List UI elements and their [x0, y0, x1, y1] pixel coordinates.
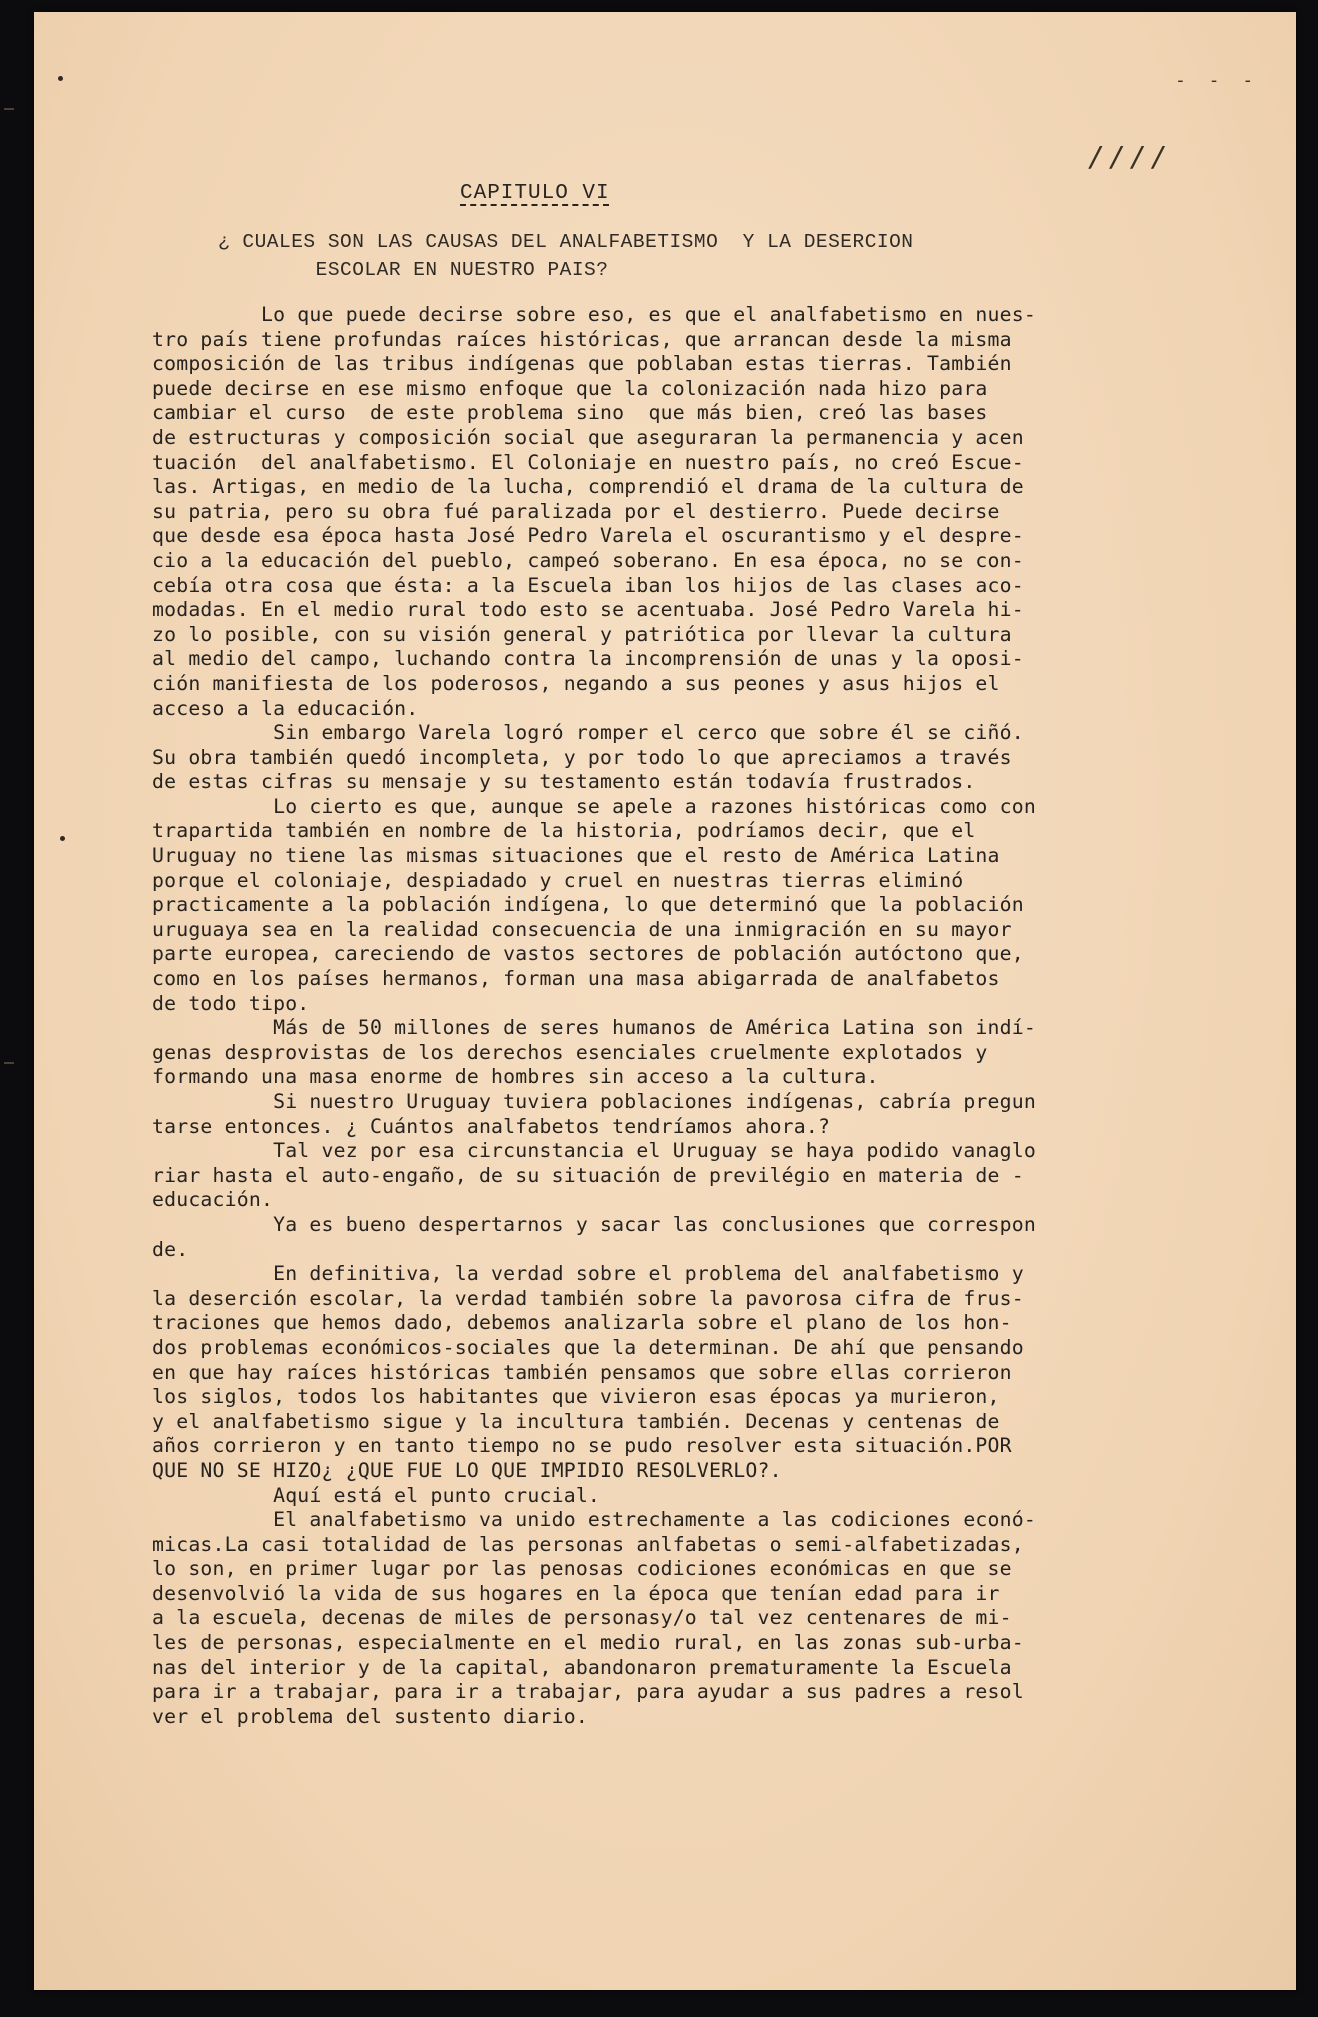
margin-tick	[4, 108, 14, 110]
section-question-title: ¿ CUALES SON LAS CAUSAS DEL ANALFABETISMO Y LA DESERCION ESCOLAR EN NUESTRO PAIS?	[218, 231, 914, 281]
chapter-title: CAPITULO VI	[460, 182, 610, 205]
body-text: Lo que puede decirse sobre eso, es que el analfabetismo en nues- tro país tiene profundas raíces históricas, que arrancan desde la misma composición de las tribus indígenas que poblaban estas tierras. También puede decirse en ese mismo enfoque que la colonización nada hizo para cambiar el curso de este problema sino que más bien, creó las bases de estructuras y composición social que aseguraran la permanencia y acen tuación del analfabetismo. El Coloniaje en nuestro país, no creó Escue- las. Artigas, en medio de la lucha, comprendió el drama de la cultura de su patria, pero su obra fué paralizada por el destierro. Puede decirse que desde esa época hasta José Pedro Varela el oscurantismo y el despre- cio a la educación del pueblo, campeó soberano. En esa época, no se con- cebía otra cosa que ésta: a la Escuela iban los hijos de las clases aco- modadas. En el medio rural todo esto se acentuaba. José Pedro Varela hi- zo lo posible, con su visión general y patriótica por llevar la cultura al medio del campo, luchando contra la incomprensión de unas y la oposi- ción manifiesta de los poderosos, negando a sus peones y asus hijos el acceso a la educación. Sin embargo Varela logró romper el cerco que sobre él se ciñó. Su obra también quedó incompleta, y por todo lo que apreciamos a través de estas cifras su mensaje y su testamento están todavía frustrados. Lo cierto es que, aunque se apele a razones históricas como con trapartida también en nombre de la historia, podríamos decir, que el Uruguay no tiene las mismas situaciones que el resto de América Latina porque el coloniaje, despiadado y cruel en nuestras tierras eliminó practicamente a la población indígena, lo que determinó que la población uruguaya sea en la realidad consecuencia de una inmigración en su mayor parte europea, careciendo de vastos sectores de población autóctono que, como en los países hermanos, forman una masa abigarrada de analfabetos de todo tipo. Más de 50 millones de seres humanos de América Latina son indí- genas desprovistas de los derechos esenciales cruelmente explotados y formando una masa enorme de hombres sin acceso a la cultura. Si nuestro Uruguay tuviera poblaciones indígenas, cabría pregun tarse entonces. ¿ Cuántos analfabetos tendríamos ahora.? Tal vez por esa circunstancia el Uruguay se haya podido vanaglo riar hasta el auto-engaño, de su situación de previlégio en materia de - educación. Ya es bueno despertarnos y sacar las conclusiones que correspon de. En definitiva, la verdad sobre el problema del analfabetismo y la deserción escolar, la verdad también sobre la pavorosa cifra de frus- traciones que hemos dado, debemos analizarla sobre el plano de los hon- dos problemas económicos-sociales que la determinan. De ahí que pensando en que hay raíces históricas también pensamos que sobre ellas corrieron los siglos, todos los habitantes que vivieron esas épocas ya murieron, y el analfabetismo sigue y la incultura también. Decenas y centenas de años corrieron y en tanto tiempo no se pudo resolver esta situación.POR QUE NO SE HIZO¿ ¿QUE FUE LO QUE IMPIDIO RESOLVERLO?. Aquí está el punto crucial. El analfabetismo va unido estrechamente a las codiciones econó- micas.La casi totalidad de las personas anlfabetas o semi-alfabetizadas, lo son, en primer lugar por las penosas codiciones económicas en que se desenvolvió la vida de sus hogares en la época que tenían edad para ir a la escuela, decenas de miles de personasy/o tal vez centenares de mi- les de personas, especialmente en el medio rural, en las zonas sub-urba- nas del interior y de la capital, abandonaron prematuramente la Escuela para ir a trabajar, para ir a trabajar, para ayudar a sus padres a resol ver el problema del sustento diario.	[152, 303, 1036, 1728]
corner-dash-mark: - - -	[1175, 70, 1260, 91]
folio-mark: ////	[1088, 140, 1172, 173]
punch-dot	[60, 836, 65, 841]
margin-tick	[4, 1062, 14, 1064]
punch-dot	[58, 76, 63, 81]
